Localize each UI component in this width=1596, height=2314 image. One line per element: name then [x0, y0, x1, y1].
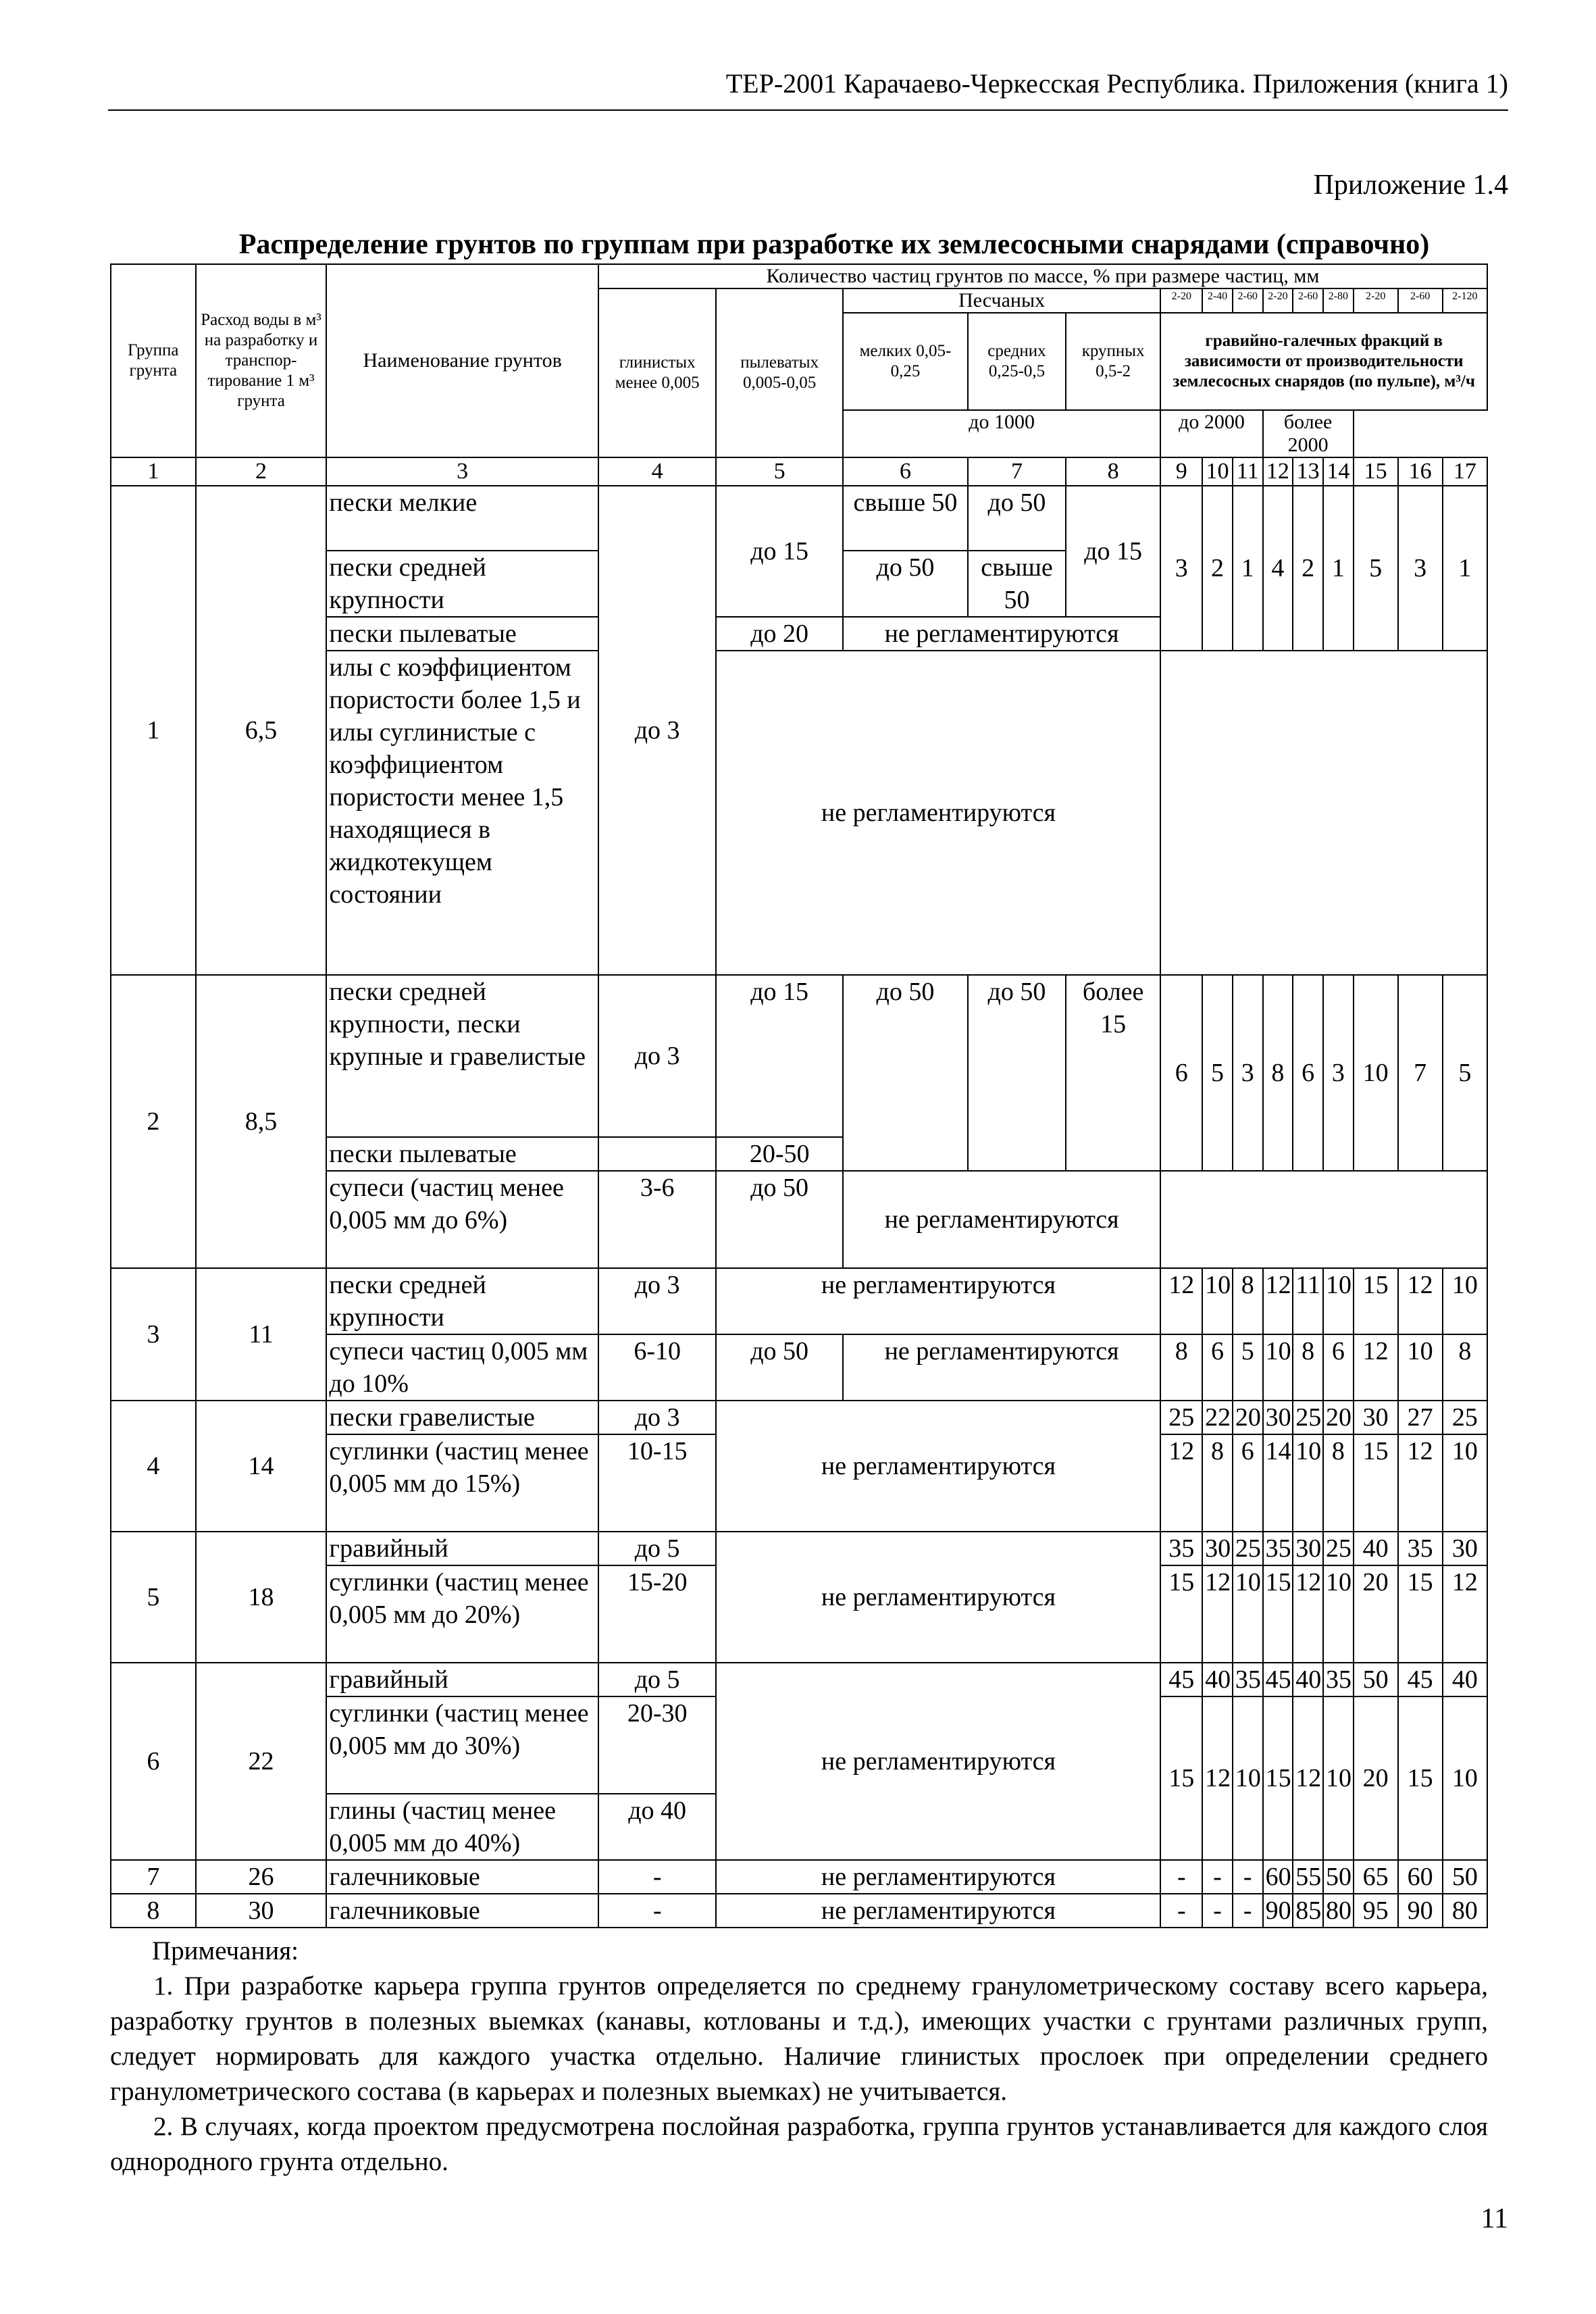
soil-name: пески мелкие: [326, 486, 598, 551]
gravel-value: 65: [1354, 1860, 1398, 1894]
sandy-value: не регламентируются: [843, 1334, 1161, 1401]
gravel-empty: [1160, 1171, 1487, 1268]
gravel-value: 90: [1263, 1894, 1293, 1928]
gravel-value: 30: [1354, 1401, 1398, 1434]
gravel-value: 20: [1354, 1696, 1398, 1860]
gravel-value: 40: [1293, 1663, 1323, 1696]
gravel-value: 4: [1263, 486, 1293, 651]
gravel-value: 14: [1263, 1434, 1293, 1532]
gravel-value: 80: [1443, 1894, 1487, 1928]
soil-name: пески средней крупности: [326, 551, 598, 617]
notes-section: [110, 1934, 1488, 2180]
gravel-value: 6: [1323, 1334, 1354, 1401]
gravel-value: 15: [1263, 1696, 1293, 1860]
gravel-value: 2: [1293, 486, 1323, 651]
gravel-value: 1: [1443, 486, 1487, 651]
gravel-value: 10: [1323, 1565, 1354, 1663]
clay-value: до 3: [598, 1401, 717, 1434]
clay-value: 10-15: [598, 1434, 717, 1532]
fine-value: до 50: [843, 551, 968, 617]
gravel-value: 10: [1443, 1434, 1487, 1532]
medium-value: до 50: [968, 486, 1066, 551]
soil-name: гравийный: [326, 1663, 598, 1696]
gravel-value: 8: [1263, 975, 1293, 1171]
gravel-value: 12: [1443, 1565, 1487, 1663]
sandy-value: не регламентируются: [716, 1860, 1160, 1894]
water-consumption: 30: [196, 1894, 327, 1928]
gravel-value: 8: [1323, 1434, 1354, 1532]
gravel-value: 12: [1354, 1334, 1398, 1401]
silt-value: до 15: [716, 486, 842, 617]
header-medium: средних 0,25-0,5: [968, 313, 1066, 410]
gravel-value: 20: [1354, 1565, 1398, 1663]
group-number: 6: [111, 1663, 196, 1860]
sandy-value: не регламентируются: [843, 1171, 1161, 1268]
gravel-value: 25: [1443, 1401, 1487, 1434]
group-number: 7: [111, 1860, 196, 1894]
header-sandy: Песчаных: [843, 288, 1161, 313]
gravel-value: 15: [1354, 1268, 1398, 1334]
soil-name: гравийный: [326, 1532, 598, 1565]
size-label: 2-40: [1202, 288, 1233, 313]
gravel-value: 8: [1233, 1268, 1263, 1334]
header-capacity-2: до 2000: [1160, 410, 1262, 457]
fine-value: свыше 50: [843, 486, 968, 551]
sandy-value: не регламентируются: [716, 651, 1160, 975]
soil-name: пески пылеватые: [326, 617, 598, 651]
column-number: 8: [1066, 457, 1161, 486]
column-number: 5: [716, 457, 842, 486]
gravel-value: 6: [1293, 975, 1323, 1171]
note-1: 1. При разработке карьера группа грунтов определяется по среднему гранулометрическому составу всего карьера, разработку грунтов в полезных выемках (канавы, котлованы и т.д.), имеющих участки с грунтами различных групп, следует нормировать для каждого участка отдельно. Наличие глинистых прослоек при определении среднего гранулометрического состава (в карьерах и полезных выемках) не учитывается.: [110, 1971, 1488, 2106]
silt-value: до 20: [716, 617, 842, 651]
gravel-value: 60: [1398, 1860, 1443, 1894]
gravel-value: 3: [1398, 486, 1443, 651]
clay-value: 15-20: [598, 1565, 717, 1663]
gravel-value: 12: [1398, 1268, 1443, 1334]
soil-name: суглинки (частиц менее 0,005 мм до 20%): [326, 1565, 598, 1663]
column-number: 13: [1293, 457, 1323, 486]
coarse-value: более 15: [1066, 975, 1161, 1171]
running-header: ТЕР-2001 Карачаево-Черкесская Республика. Приложения (книга 1): [725, 68, 1508, 99]
gravel-value: 10: [1443, 1268, 1487, 1334]
column-number: 9: [1160, 457, 1202, 486]
gravel-value: 40: [1354, 1532, 1398, 1565]
gravel-value: 50: [1354, 1663, 1398, 1696]
gravel-value: 20: [1233, 1401, 1263, 1434]
gravel-value: 30: [1443, 1532, 1487, 1565]
gravel-value: 3: [1233, 975, 1263, 1171]
header-divider: [108, 109, 1508, 111]
gravel-value: 22: [1202, 1401, 1233, 1434]
clay-value: до 3: [598, 486, 717, 975]
header-capacity-3: более 2000: [1263, 410, 1354, 457]
gravel-value: 15: [1398, 1696, 1443, 1860]
gravel-value: 20: [1323, 1401, 1354, 1434]
gravel-value: 10: [1293, 1434, 1323, 1532]
sandy-value: не регламентируются: [716, 1532, 1160, 1663]
gravel-value: -: [1160, 1860, 1202, 1894]
gravel-value: 6: [1233, 1434, 1263, 1532]
gravel-value: 5: [1443, 975, 1487, 1171]
notes-title: Примечания:: [152, 1936, 299, 1965]
header-fine: мелких 0,05-0,25: [843, 313, 968, 410]
water-consumption: 22: [196, 1663, 327, 1860]
gravel-value: 1: [1233, 486, 1263, 651]
gravel-value: 10: [1354, 975, 1398, 1171]
header-silt: пылеватых 0,005-0,05: [716, 288, 842, 457]
gravel-value: 30: [1202, 1532, 1233, 1565]
gravel-value: 90: [1398, 1894, 1443, 1928]
header-water: Расход воды в м³ на разработку и транспор- тирование 1 м³ грунта: [196, 264, 327, 457]
gravel-value: 15: [1160, 1696, 1202, 1860]
sandy-value: не регламентируются: [716, 1268, 1160, 1334]
water-consumption: 26: [196, 1860, 327, 1894]
gravel-value: 35: [1323, 1663, 1354, 1696]
gravel-empty: [1160, 651, 1487, 975]
column-number: 12: [1263, 457, 1293, 486]
silt-value: до 15: [716, 975, 842, 1137]
size-label: 2-60: [1233, 288, 1263, 313]
gravel-value: -: [1160, 1894, 1202, 1928]
gravel-value: 45: [1160, 1663, 1202, 1696]
gravel-value: 5: [1354, 486, 1398, 651]
clay-value: -: [598, 1860, 717, 1894]
gravel-value: 30: [1263, 1401, 1293, 1434]
clay-value: до 3: [598, 1268, 717, 1334]
gravel-value: 12: [1202, 1696, 1233, 1860]
gravel-value: 15: [1398, 1565, 1443, 1663]
header-particles: Количество частиц грунтов по массе, % при размере частиц, мм: [598, 264, 1487, 288]
soil-name: пески средней крупности: [326, 1268, 598, 1334]
column-number: 14: [1323, 457, 1354, 486]
page-number: 11: [1481, 2203, 1508, 2234]
column-number: 10: [1202, 457, 1233, 486]
table-title: Распределение грунтов по группам при разработке их землесосными снарядами (справочно): [238, 229, 1430, 260]
gravel-value: 5: [1233, 1334, 1263, 1401]
gravel-value: -: [1233, 1894, 1263, 1928]
clay-value: 3-6: [598, 1171, 717, 1268]
size-label: 2-60: [1398, 288, 1443, 313]
gravel-value: 45: [1263, 1663, 1293, 1696]
gravel-value: 1: [1323, 486, 1354, 651]
header-group: Группа грунта: [111, 264, 196, 457]
gravel-value: -: [1202, 1860, 1233, 1894]
appendix-label: Приложение 1.4: [1313, 170, 1508, 201]
water-consumption: 8,5: [196, 975, 327, 1268]
group-number: 1: [111, 486, 196, 975]
gravel-value: 25: [1323, 1532, 1354, 1565]
gravel-value: 3: [1323, 975, 1354, 1171]
gravel-value: 8: [1160, 1334, 1202, 1401]
header-capacity-1: до 1000: [843, 410, 1161, 457]
gravel-value: 8: [1293, 1334, 1323, 1401]
soil-name: супеси (частиц менее 0,005 мм до 6%): [326, 1171, 598, 1268]
gravel-value: 10: [1263, 1334, 1293, 1401]
gravel-value: 55: [1293, 1860, 1323, 1894]
column-number: 3: [326, 457, 598, 486]
gravel-value: 25: [1293, 1401, 1323, 1434]
sandy-value: не регламентируются: [716, 1401, 1160, 1532]
silt-value: до 50: [716, 1171, 842, 1268]
sandy-value: не регламентируются: [716, 1663, 1160, 1860]
soil-name: суглинки (частиц менее 0,005 мм до 30%): [326, 1696, 598, 1794]
size-label: 2-20: [1160, 288, 1202, 313]
gravel-value: 60: [1263, 1860, 1293, 1894]
silt-value: до 50: [716, 1334, 842, 1401]
group-number: 2: [111, 975, 196, 1268]
clay-empty: [598, 1137, 717, 1171]
gravel-value: 45: [1398, 1663, 1443, 1696]
gravel-value: 27: [1398, 1401, 1443, 1434]
gravel-value: 8: [1202, 1434, 1233, 1532]
gravel-value: 40: [1443, 1663, 1487, 1696]
water-consumption: 18: [196, 1532, 327, 1663]
gravel-value: 10: [1443, 1696, 1487, 1860]
soil-name: пески средней крупности, пески крупные и гравелистые: [326, 975, 598, 1137]
group-number: 3: [111, 1268, 196, 1401]
gravel-value: 10: [1233, 1696, 1263, 1860]
size-label: 2-120: [1443, 288, 1487, 313]
fine-value: до 50: [843, 975, 968, 1171]
gravel-value: 25: [1160, 1401, 1202, 1434]
gravel-value: 35: [1263, 1532, 1293, 1565]
column-number: 2: [196, 457, 327, 486]
column-number: 4: [598, 457, 717, 486]
gravel-value: 3: [1160, 486, 1202, 651]
gravel-value: 12: [1263, 1268, 1293, 1334]
group-number: 5: [111, 1532, 196, 1663]
soil-name: пески гравелистые: [326, 1401, 598, 1434]
gravel-value: 15: [1160, 1565, 1202, 1663]
column-number: 15: [1354, 457, 1398, 486]
header-clay: глинистых менее 0,005: [598, 288, 717, 457]
gravel-value: 50: [1443, 1860, 1487, 1894]
gravel-value: 10: [1323, 1268, 1354, 1334]
header-name: Наименование грунтов: [326, 264, 598, 457]
gravel-value: 35: [1398, 1532, 1443, 1565]
gravel-value: 10: [1323, 1696, 1354, 1860]
gravel-value: 2: [1202, 486, 1233, 651]
gravel-value: 35: [1233, 1663, 1263, 1696]
gravel-value: -: [1233, 1860, 1263, 1894]
gravel-value: 12: [1202, 1565, 1233, 1663]
header-coarse: крупных 0,5-2: [1066, 313, 1161, 410]
soil-name: суглинки (частиц менее 0,005 мм до 15%): [326, 1434, 598, 1532]
group-number: 8: [111, 1894, 196, 1928]
soil-name: галечниковые: [326, 1860, 598, 1894]
soil-groups-table: [110, 263, 1488, 1928]
sandy-value: не регламентируются: [843, 617, 1161, 651]
clay-value: до 5: [598, 1663, 717, 1696]
column-number: 16: [1398, 457, 1443, 486]
gravel-value: 85: [1293, 1894, 1323, 1928]
soil-name: глины (частиц менее 0,005 мм до 40%): [326, 1794, 598, 1860]
gravel-value: 30: [1293, 1532, 1323, 1565]
soil-name: пески пылеватые: [326, 1137, 598, 1171]
medium-value: до 50: [968, 975, 1066, 1171]
gravel-value: 10: [1233, 1565, 1263, 1663]
gravel-value: 7: [1398, 975, 1443, 1171]
gravel-value: 8: [1443, 1334, 1487, 1401]
soil-name: супеси частиц 0,005 мм до 10%: [326, 1334, 598, 1401]
gravel-value: 35: [1160, 1532, 1202, 1565]
size-label: 2-80: [1323, 288, 1354, 313]
clay-value: 20-30: [598, 1696, 717, 1794]
gravel-value: 12: [1160, 1268, 1202, 1334]
gravel-value: 12: [1160, 1434, 1202, 1532]
soil-name: галечниковые: [326, 1894, 598, 1928]
clay-value: до 40: [598, 1794, 717, 1860]
header-gravel: гравийно-галечных фракций в зависимости от производительности землесосных снарядов (по пульпе), м³/ч: [1160, 313, 1487, 410]
silt-value: 20-50: [716, 1137, 842, 1171]
gravel-value: 50: [1323, 1860, 1354, 1894]
size-label: 2-20: [1354, 288, 1398, 313]
clay-value: -: [598, 1894, 717, 1928]
size-label: 2-60: [1293, 288, 1323, 313]
gravel-value: 15: [1263, 1565, 1293, 1663]
soil-name: илы с коэффициентом пористости более 1,5 и илы суглинистые с коэффициентом пористости менее 1,5 находящиеся в жидкотекущем состоянии: [326, 651, 598, 975]
gravel-value: 11: [1293, 1268, 1323, 1334]
column-number: 7: [968, 457, 1066, 486]
medium-value: свыше 50: [968, 551, 1066, 617]
gravel-value: 6: [1202, 1334, 1233, 1401]
clay-value: 6-10: [598, 1334, 717, 1401]
column-number: 6: [843, 457, 968, 486]
group-number: 4: [111, 1401, 196, 1532]
gravel-value: 80: [1323, 1894, 1354, 1928]
gravel-value: 10: [1398, 1334, 1443, 1401]
size-label: 2-20: [1263, 288, 1293, 313]
water-consumption: 6,5: [196, 486, 327, 975]
gravel-value: 25: [1233, 1532, 1263, 1565]
column-number: 1: [111, 457, 196, 486]
gravel-value: 5: [1202, 975, 1233, 1171]
gravel-value: 95: [1354, 1894, 1398, 1928]
gravel-value: 40: [1202, 1663, 1233, 1696]
gravel-value: 15: [1354, 1434, 1398, 1532]
column-number: 11: [1233, 457, 1263, 486]
coarse-value: до 15: [1066, 486, 1161, 617]
gravel-value: 12: [1293, 1565, 1323, 1663]
sandy-value: не регламентируются: [716, 1894, 1160, 1928]
gravel-value: 6: [1160, 975, 1202, 1171]
gravel-value: 10: [1202, 1268, 1233, 1334]
gravel-value: -: [1202, 1894, 1233, 1928]
column-number: 17: [1443, 457, 1487, 486]
water-consumption: 11: [196, 1268, 327, 1401]
gravel-value: 12: [1398, 1434, 1443, 1532]
water-consumption: 14: [196, 1401, 327, 1532]
note-2: 2. В случаях, когда проектом предусмотрена послойная разработка, группа грунтов устанавливается для каждого слоя однородного грунта отдельно.: [110, 2112, 1488, 2176]
clay-value: до 5: [598, 1532, 717, 1565]
gravel-value: 12: [1293, 1696, 1323, 1860]
clay-value: до 3: [598, 975, 717, 1137]
